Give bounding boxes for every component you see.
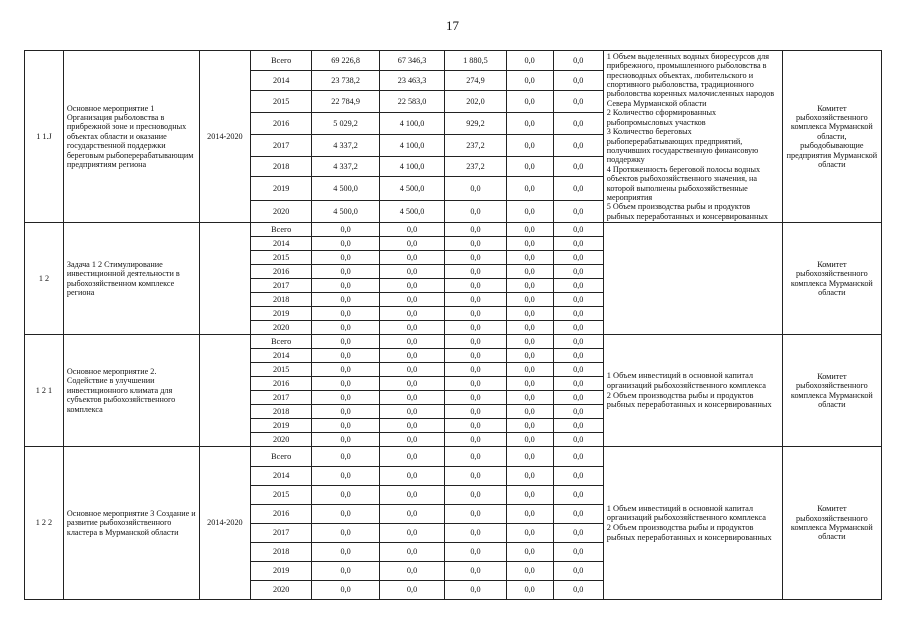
value-cell: 0,0 [445,265,506,279]
value-cell: 0,0 [445,251,506,265]
value-cell: 22 784,9 [312,91,379,113]
year-cell: 2015 [250,91,311,113]
value-cell: 4 100,0 [379,157,444,177]
value-cell: 0,0 [312,363,379,377]
value-cell: 0,0 [553,237,603,251]
indicator-item: 2 Объем производства рыбы и продуктов рыбных переработанных и консервированных [606,390,772,410]
value-cell: 0,0 [506,157,553,177]
value-cell: 0,0 [445,524,506,543]
value-cell: 0,0 [445,335,506,349]
value-cell: 0,0 [506,419,553,433]
value-cell: 0,0 [506,251,553,265]
value-cell: 0,0 [445,363,506,377]
value-cell: 0,0 [379,223,444,237]
year-cell: 2014 [250,71,311,91]
item-number: 1 2 2 [25,447,64,600]
value-cell: 0,0 [553,377,603,391]
value-cell: 67 346,3 [379,51,444,71]
executor-cell: Комитет рыбохозяйственного комплекса Мурманской области, рыбодобывающие предприятия Мурманской области [782,51,881,223]
value-cell: 0,0 [553,335,603,349]
value-cell: 0,0 [506,543,553,562]
value-cell: 0,0 [553,113,603,135]
value-cell: 0,0 [553,543,603,562]
value-cell: 0,0 [553,433,603,447]
year-cell: Всего [250,447,311,467]
item-description: Основное мероприятие 2. Содействие в улучшении инвестиционного климата для субъектов рыбохозяйственного комплекса [63,335,199,447]
value-cell: 0,0 [506,447,553,467]
value-cell: 0,0 [312,293,379,307]
value-cell: 69 226,8 [312,51,379,71]
value-cell: 0,0 [379,349,444,363]
table-row [25,335,882,349]
value-cell: 0,0 [553,157,603,177]
value-cell: 0,0 [506,524,553,543]
indicator-item: 1 Объем инвестиций в основной капитал организаций рыбохозяйственного комплекса [606,503,766,523]
executor-cell: Комитет рыбохозяйственного комплекса Мурманской области [782,335,881,447]
value-cell: 0,0 [445,543,506,562]
year-cell: 2020 [250,581,311,600]
value-cell: 0,0 [445,447,506,467]
item-description: Основное мероприятие 1 Организация рыболовства в прибрежной зоне и пресноводных объектах области и оказание государственной поддержки береговым рыбоперерабатывающим предприятиям региона [63,51,199,223]
value-cell: 0,0 [312,581,379,600]
year-cell: 2019 [250,419,311,433]
item-period: 2014-2020 [199,447,250,600]
value-cell: 0,0 [445,419,506,433]
value-cell: 0,0 [379,419,444,433]
value-cell: 0,0 [506,113,553,135]
value-cell: 0,0 [553,135,603,157]
value-cell: 0,0 [506,349,553,363]
year-cell: 2017 [250,391,311,405]
value-cell: 0,0 [506,91,553,113]
value-cell: 0,0 [379,307,444,321]
value-cell: 0,0 [379,433,444,447]
value-cell: 0,0 [379,581,444,600]
value-cell: 0,0 [553,562,603,581]
table-row [25,51,882,71]
value-cell: 0,0 [312,377,379,391]
value-cell: 0,0 [553,293,603,307]
year-cell: 2014 [250,237,311,251]
value-cell: 0,0 [312,321,379,335]
value-cell: 0,0 [445,377,506,391]
value-cell: 0,0 [379,279,444,293]
value-cell: 0,0 [445,201,506,223]
value-cell: 0,0 [379,321,444,335]
value-cell: 0,0 [506,223,553,237]
value-cell: 0,0 [506,293,553,307]
value-cell: 4 500,0 [312,201,379,223]
value-cell: 929,2 [445,113,506,135]
value-cell: 0,0 [506,307,553,321]
value-cell: 0,0 [379,505,444,524]
item-number: 1 2 1 [25,335,64,447]
value-cell: 237,2 [445,157,506,177]
value-cell: 0,0 [506,391,553,405]
value-cell: 0,0 [553,419,603,433]
value-cell: 0,0 [553,251,603,265]
value-cell: 0,0 [379,543,444,562]
value-cell: 22 583,0 [379,91,444,113]
indicator-item: 4 Протяженность береговой полосы водных объектов рыбохозяйственного значения, на которой выполнены рыбохозяйственные мероприятия [606,164,761,203]
item-period [199,223,250,335]
value-cell: 0,0 [312,349,379,363]
item-period [199,335,250,447]
indicator-item: 2 Объем производства рыбы и продуктов рыбных переработанных и консервированных [606,523,772,542]
value-cell: 0,0 [553,51,603,71]
value-cell: 0,0 [379,237,444,251]
value-cell: 0,0 [445,223,506,237]
year-cell: 2019 [250,177,311,201]
value-cell: 0,0 [506,51,553,71]
value-cell: 0,0 [506,201,553,223]
value-cell: 0,0 [445,562,506,581]
value-cell: 0,0 [553,405,603,419]
executor-cell: Комитет рыбохозяйственного комплекса Мурманской области [782,447,881,600]
year-cell: 2015 [250,363,311,377]
value-cell: 202,0 [445,91,506,113]
value-cell: 0,0 [312,405,379,419]
value-cell: 0,0 [553,91,603,113]
value-cell: 0,0 [553,391,603,405]
year-cell: 2019 [250,307,311,321]
value-cell: 0,0 [553,581,603,600]
year-cell: 2020 [250,321,311,335]
indicators-cell [603,335,782,447]
year-cell: 2018 [250,405,311,419]
value-cell: 0,0 [379,467,444,486]
value-cell: 0,0 [553,71,603,91]
year-cell: 2014 [250,467,311,486]
year-cell: Всего [250,223,311,237]
value-cell: 0,0 [553,201,603,223]
value-cell: 0,0 [553,349,603,363]
value-cell: 0,0 [506,237,553,251]
indicators-cell [603,223,782,335]
value-cell: 0,0 [445,349,506,363]
year-cell: 2014 [250,349,311,363]
value-cell: 0,0 [312,335,379,349]
indicator-item: 1 Объем инвестиций в основной капитал организаций рыбохозяйственного комплекса [606,371,766,390]
program-table [24,50,882,600]
year-cell: 2016 [250,377,311,391]
value-cell: 23 738,2 [312,71,379,91]
value-cell: 0,0 [445,467,506,486]
value-cell: 0,0 [379,486,444,505]
value-cell: 0,0 [553,279,603,293]
value-cell: 0,0 [506,505,553,524]
table-row [25,447,882,467]
value-cell: 0,0 [506,135,553,157]
value-cell: 0,0 [553,486,603,505]
value-cell: 0,0 [312,562,379,581]
indicators-cell [603,447,782,600]
value-cell: 4 500,0 [312,177,379,201]
value-cell: 0,0 [312,251,379,265]
value-cell: 0,0 [445,391,506,405]
value-cell: 0,0 [445,581,506,600]
value-cell: 0,0 [553,363,603,377]
value-cell: 4 100,0 [379,135,444,157]
item-description: Задача 1 2 Стимулирование инвестиционной деятельности в рыбохозяйственном комплексе региона [63,223,199,335]
indicator-item: 5 Объем производства рыбы и продуктов рыбных переработанных и консервированных [606,202,769,221]
table-body [25,51,882,600]
year-cell: 2017 [250,279,311,293]
value-cell: 0,0 [312,524,379,543]
value-cell: 0,0 [445,405,506,419]
value-cell: 0,0 [445,293,506,307]
year-cell: 2017 [250,524,311,543]
year-cell: 2020 [250,433,311,447]
value-cell: 0,0 [312,237,379,251]
value-cell: 0,0 [312,447,379,467]
item-period: 2014-2020 [199,51,250,223]
value-cell: 0,0 [312,467,379,486]
value-cell: 237,2 [445,135,506,157]
value-cell: 0,0 [312,307,379,321]
value-cell: 4 500,0 [379,201,444,223]
value-cell: 274,9 [445,71,506,91]
value-cell: 0,0 [506,433,553,447]
value-cell: 0,0 [506,377,553,391]
value-cell: 0,0 [379,405,444,419]
value-cell: 0,0 [506,321,553,335]
value-cell: 0,0 [379,265,444,279]
value-cell: 0,0 [312,279,379,293]
value-cell: 0,0 [553,505,603,524]
value-cell: 0,0 [506,71,553,91]
value-cell: 0,0 [312,223,379,237]
item-description: Основное мероприятие 3 Создание и развитие рыбохозяйственного кластера в Мурманской области [63,447,199,600]
value-cell: 4 100,0 [379,113,444,135]
year-cell: 2018 [250,543,311,562]
value-cell: 1 880,5 [445,51,506,71]
year-cell: 2020 [250,201,311,223]
executor-cell: Комитет рыбохозяйственного комплекса Мурманской области [782,223,881,335]
year-cell: 2015 [250,251,311,265]
year-cell: Всего [250,335,311,349]
value-cell: 0,0 [312,543,379,562]
indicators-cell [603,51,782,223]
value-cell: 0,0 [553,524,603,543]
value-cell: 0,0 [553,177,603,201]
year-cell: 2016 [250,113,311,135]
table-row [25,223,882,237]
value-cell: 0,0 [506,486,553,505]
value-cell: 0,0 [379,562,444,581]
value-cell: 0,0 [445,321,506,335]
item-number: 1 1.J [25,51,64,223]
value-cell: 4 337,2 [312,157,379,177]
value-cell: 0,0 [445,307,506,321]
value-cell: 4 337,2 [312,135,379,157]
value-cell: 0,0 [553,467,603,486]
value-cell: 0,0 [506,581,553,600]
value-cell: 0,0 [506,177,553,201]
value-cell: 0,0 [379,335,444,349]
value-cell: 0,0 [506,279,553,293]
value-cell: 0,0 [312,391,379,405]
value-cell: 0,0 [445,237,506,251]
value-cell: 0,0 [445,486,506,505]
value-cell: 0,0 [379,293,444,307]
value-cell: 0,0 [506,363,553,377]
value-cell: 0,0 [553,321,603,335]
year-cell: 2016 [250,505,311,524]
year-cell: Всего [250,51,311,71]
value-cell: 0,0 [445,279,506,293]
year-cell: 2015 [250,486,311,505]
page-number: 17 [446,18,459,33]
value-cell: 0,0 [553,265,603,279]
value-cell: 0,0 [506,405,553,419]
value-cell: 0,0 [553,447,603,467]
value-cell: 4 500,0 [379,177,444,201]
value-cell: 0,0 [312,505,379,524]
item-number: 1 2 [25,223,64,335]
value-cell: 5 029,2 [312,113,379,135]
value-cell: 0,0 [506,467,553,486]
year-cell: 2017 [250,135,311,157]
value-cell: 0,0 [445,505,506,524]
value-cell: 0,0 [379,524,444,543]
value-cell: 0,0 [506,265,553,279]
value-cell: 0,0 [445,433,506,447]
value-cell: 0,0 [553,307,603,321]
value-cell: 0,0 [312,486,379,505]
value-cell: 0,0 [312,433,379,447]
year-cell: 2018 [250,157,311,177]
value-cell: 0,0 [379,391,444,405]
year-cell: 2016 [250,265,311,279]
value-cell: 0,0 [506,562,553,581]
indicator-item: 2 Количество сформированных рыбопромысловых участков [606,108,717,127]
value-cell: 0,0 [379,377,444,391]
value-cell: 0,0 [506,335,553,349]
indicator-item: 1 Объем выделенных водных биоресурсов для прибрежного, промышленного рыболовства в пресноводных объектах, любительского и спортивного рыболовства, традиционного рыболовства коренных малочисленных народов Севера Мурманской области [606,51,775,108]
value-cell: 0,0 [379,251,444,265]
value-cell: 0,0 [445,177,506,201]
year-cell: 2019 [250,562,311,581]
value-cell: 0,0 [379,447,444,467]
value-cell: 0,0 [312,419,379,433]
value-cell: 0,0 [553,223,603,237]
value-cell: 0,0 [312,265,379,279]
value-cell: 23 463,3 [379,71,444,91]
value-cell: 0,0 [379,363,444,377]
indicator-item: 3 Количество береговых рыбоперерабатывающих предприятий, получивших государственную финансовую поддержку [606,127,759,165]
year-cell: 2018 [250,293,311,307]
